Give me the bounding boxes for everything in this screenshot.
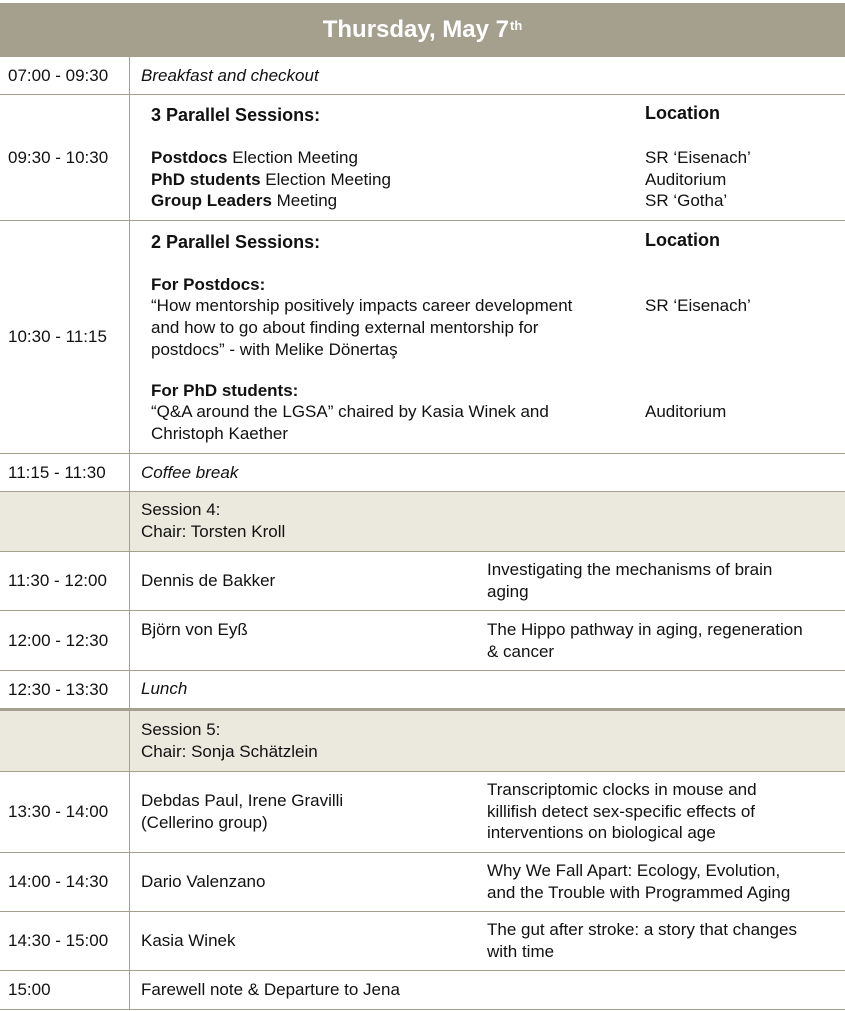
activity-text: Lunch: [141, 679, 188, 698]
phd-session-title: For PhD students:: [151, 381, 299, 400]
talk-title-line: and the Trouble with Programmed Aging: [487, 883, 791, 902]
sessions-heading: 2 Parallel Sessions:: [151, 232, 321, 252]
time-cell: [0, 492, 130, 551]
session-chair: Chair: Sonja Schätzlein: [141, 742, 318, 761]
speaker-name: Dario Valenzano: [141, 872, 266, 891]
session-chair: Chair: Torsten Kroll: [141, 522, 286, 541]
schedule-row: [0, 56, 845, 95]
session-type: Election Meeting: [260, 170, 391, 189]
speaker-name: Björn von Eyß: [141, 620, 248, 639]
time-cell: 13:30 - 14:00: [0, 772, 130, 852]
session-location: Auditorium: [645, 402, 727, 421]
activity-text: Farewell note & Departure to Jena: [141, 980, 400, 999]
time-cell: 12:00 - 12:30: [0, 611, 130, 670]
session-group: Postdocs: [151, 148, 228, 167]
speaker-name: Kasia Winek: [141, 931, 236, 950]
talk-row: [0, 853, 845, 912]
session-location: SR ‘Gotha’: [645, 191, 728, 210]
talk-title-line: The gut after stroke: a story that changes: [487, 920, 797, 939]
talk-title-line: interventions on biological age: [487, 823, 716, 842]
postdoc-session-line: postdocs” - with Melike Dönertaş: [151, 340, 398, 359]
session-item: [151, 169, 391, 191]
schedule-row: [0, 971, 845, 1010]
session-header-row: [0, 711, 845, 772]
time-cell: 15:00: [0, 971, 130, 1009]
postdoc-session-line: and how to go about finding external mentorship for: [151, 318, 539, 337]
talk-title-line: Transcriptomic clocks in mouse and: [487, 780, 757, 799]
schedule-row: [0, 454, 845, 492]
talk-row: [0, 912, 845, 971]
schedule-row: [0, 95, 845, 221]
talk-title-line: aging: [487, 582, 529, 601]
time-cell: 11:30 - 12:00: [0, 552, 130, 610]
speaker-affiliation: (Cellerino group): [141, 813, 268, 832]
sessions-heading: 3 Parallel Sessions:: [151, 105, 321, 125]
time-cell: 09:30 - 10:30: [0, 95, 130, 220]
session-type: Meeting: [271, 191, 338, 210]
activity-text: Breakfast and checkout: [141, 66, 319, 85]
session-group: Group Leaders: [151, 191, 272, 210]
session-location: SR ‘Eisenach’: [645, 296, 751, 315]
phd-session-line: Christoph Kaether: [151, 424, 289, 443]
session-item: [151, 147, 358, 169]
day-title: Thursday, May 7: [322, 15, 509, 43]
schedule-row: [0, 221, 845, 454]
talk-title-line: Investigating the mechanisms of brain: [487, 560, 773, 579]
talk-row: [0, 611, 845, 671]
activity-text: Coffee break: [141, 463, 239, 482]
session-group: PhD students: [151, 170, 261, 189]
time-cell: 07:00 - 09:30: [0, 57, 130, 94]
talk-row: [0, 552, 845, 611]
talk-title-line: Why We Fall Apart: Ecology, Evolution,: [487, 861, 781, 880]
talk-title-line: & cancer: [487, 642, 555, 661]
session-label: Session 5:: [141, 720, 221, 739]
session-item: [151, 190, 337, 212]
session-label: Session 4:: [141, 500, 221, 519]
time-cell: [0, 711, 130, 771]
talk-row: [0, 772, 845, 853]
time-cell: 10:30 - 11:15: [0, 221, 130, 453]
postdoc-session-line: “How mentorship positively impacts career development: [151, 296, 573, 315]
location-label: Location: [645, 230, 720, 250]
day-header: [0, 3, 845, 56]
schedule-row: [0, 671, 845, 709]
session-location: SR ‘Eisenach’: [645, 148, 751, 167]
day-suffix: th: [510, 18, 523, 33]
session-header-row: [0, 492, 845, 552]
talk-title-line: with time: [487, 942, 555, 961]
session-location: Auditorium: [645, 170, 727, 189]
postdoc-session-title: For Postdocs:: [151, 275, 266, 294]
talk-title-line: The Hippo pathway in aging, regeneration: [487, 620, 803, 639]
speaker-name: Debdas Paul, Irene Gravilli: [141, 791, 344, 810]
location-label: Location: [645, 103, 720, 123]
talk-title-line: killifish detect sex-specific effects of: [487, 802, 756, 821]
phd-session-line: “Q&A around the LGSA” chaired by Kasia Winek and: [151, 402, 549, 421]
speaker-name: Dennis de Bakker: [141, 571, 276, 590]
time-cell: 14:30 - 15:00: [0, 912, 130, 970]
time-cell: 14:00 - 14:30: [0, 853, 130, 911]
session-type: Election Meeting: [227, 148, 358, 167]
time-cell: 12:30 - 13:30: [0, 671, 130, 709]
time-cell: 11:15 - 11:30: [0, 454, 130, 491]
